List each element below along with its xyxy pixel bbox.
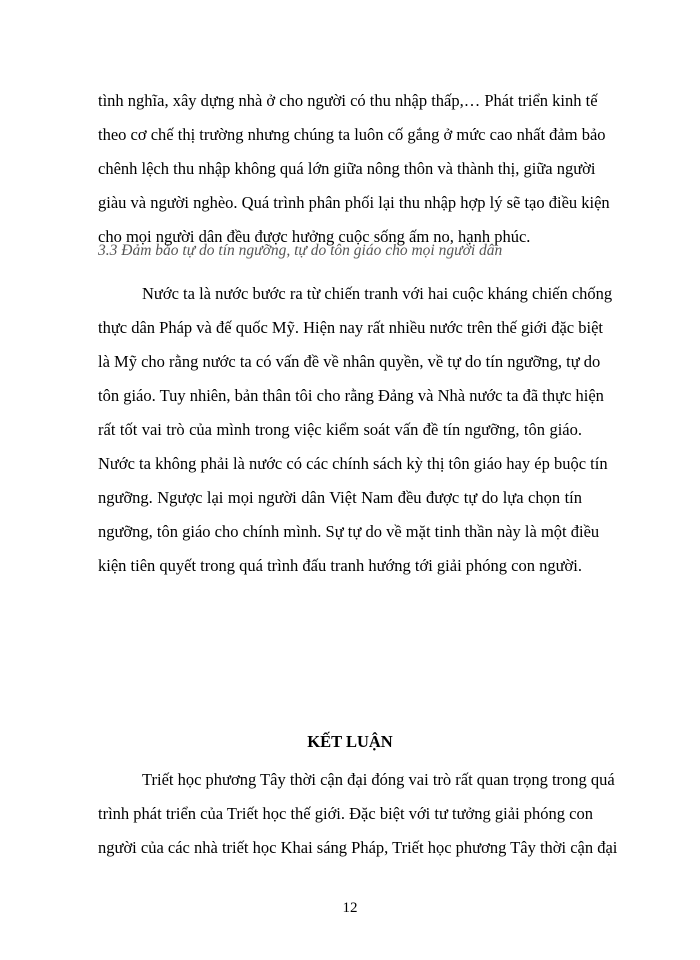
text-line: tôn giáo. Tuy nhiên, bản thân tôi cho rằng Đảng và Nhà nước ta đã thực hiện xyxy=(98,386,604,405)
text-line: Nước ta không phải là nước có các chính sách kỳ thị tôn giáo hay ép buộc tín xyxy=(98,454,608,473)
text-line: thực dân Pháp và đế quốc Mỹ. Hiện nay rất nhiều nước trên thế giới đặc biệt xyxy=(98,318,603,337)
page-number: 12 xyxy=(342,900,358,916)
text-line: chênh lệch thu nhập không quá lớn giữa nông thôn và thành thị, giữa người xyxy=(98,159,596,178)
text-line: theo cơ chế thị trường nhưng chúng ta luôn cố gắng ở mức cao nhất đảm bảo xyxy=(98,125,606,144)
text-line: tình nghĩa, xây dựng nhà ở cho người có thu nhập thấp,… Phát triển kinh tế xyxy=(98,91,598,110)
conclusion-title: KẾT LUẬN xyxy=(307,732,393,751)
text-line: cho mọi người dân đều được hưởng cuộc sống ấm no, hạnh phúc. xyxy=(98,227,531,246)
text-line: Triết học phương Tây thời cận đại đóng vai trò rất quan trọng trong quá xyxy=(142,770,615,789)
text-line: Nước ta là nước bước ra từ chiến tranh với hai cuộc kháng chiến chống xyxy=(142,284,613,303)
paragraph-income-distribution xyxy=(98,84,610,254)
paragraph-religious-freedom xyxy=(98,277,613,583)
text-line: ngưỡng, tôn giáo cho chính mình. Sự tự do về mặt tinh thần này là một điều xyxy=(98,522,600,541)
text-line: kiện tiên quyết trong quá trình đấu tranh hướng tới giải phóng con người. xyxy=(98,556,582,575)
text-line: giàu và người nghèo. Quá trình phân phối lại thu nhập hợp lý sẽ tạo điều kiện xyxy=(98,193,610,212)
text-line: là Mỹ cho rằng nước ta có vấn đề về nhân quyền, về tự do tín ngưỡng, tự do xyxy=(98,352,601,371)
text-line: trình phát triển của Triết học thế giới. Đặc biệt với tư tưởng giải phóng con xyxy=(98,804,593,823)
paragraph-conclusion xyxy=(98,763,618,865)
section-heading: 3.3 Đảm bảo tự do tín ngưỡng, tự do tôn giáo cho mọi người dân xyxy=(98,242,503,259)
text-line: rất tốt vai trò của mình trong việc kiểm soát vấn đề tín ngưỡng, tôn giáo. xyxy=(98,420,582,439)
text-line: ngưỡng. Ngược lại mọi người dân Việt Nam đều được tự do lựa chọn tín xyxy=(98,488,582,507)
text-line: người của các nhà triết học Khai sáng Pháp, Triết học phương Tây thời cận đại xyxy=(98,838,618,857)
